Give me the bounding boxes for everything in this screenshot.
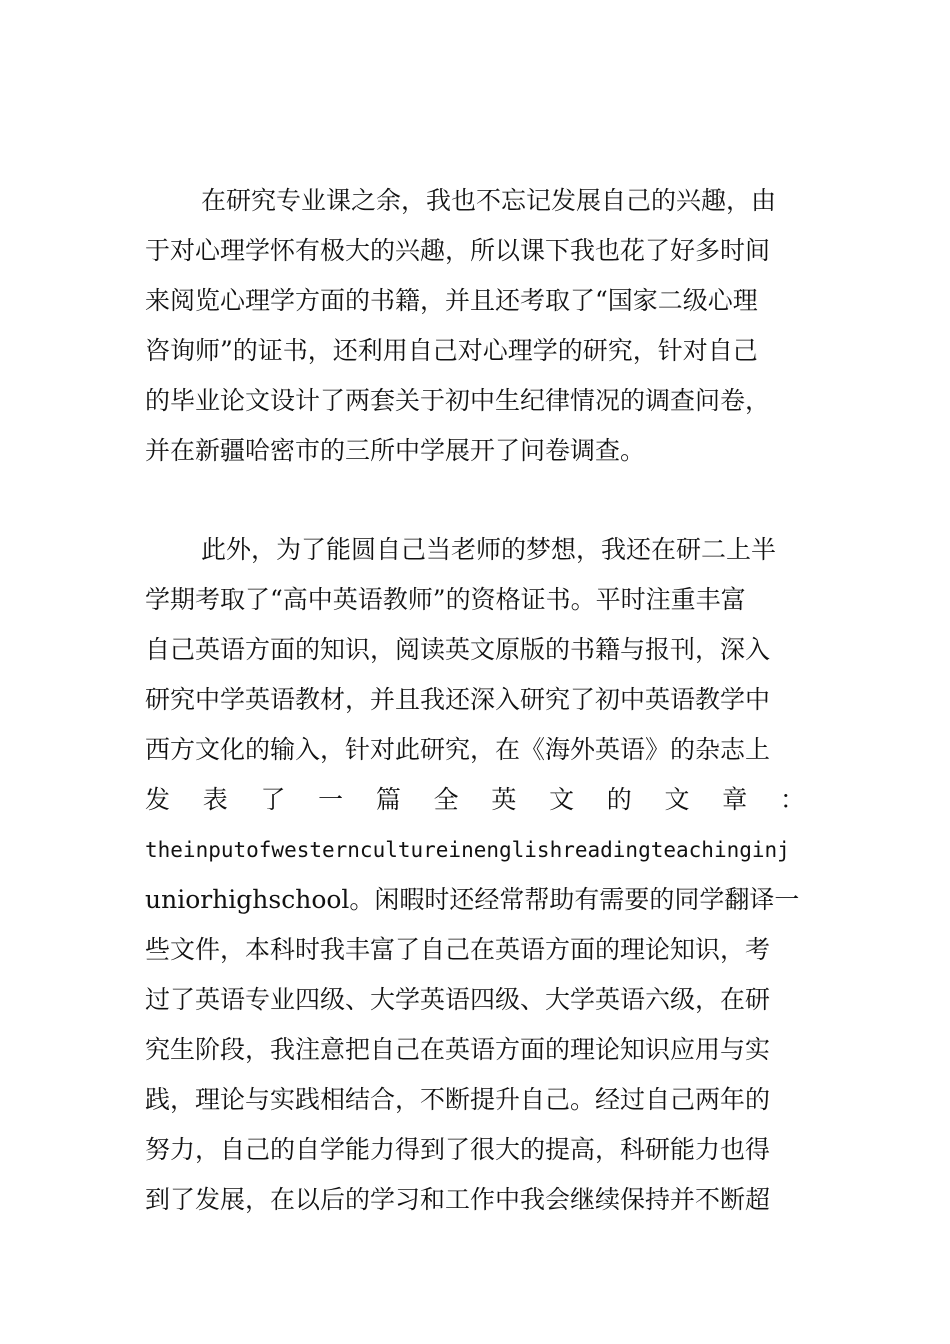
text-line: 西方文化的输入，针对此研究，在《海外英语》的杂志上 <box>145 735 771 764</box>
text-line: 此外，为了能圆自己当老师的梦想，我还在研二上半 <box>201 535 777 564</box>
text-line: 于对心理学怀有极大的兴趣，所以课下我也花了好多时间 <box>145 236 771 265</box>
text-line-justified: 发表了一篇全英文的文章： <box>145 785 805 814</box>
paragraph-psychology-interest <box>145 176 805 476</box>
text-line: 努力，自己的自学能力得到了很大的提高，科研能力也得 <box>145 1135 771 1164</box>
text-line: 践，理论与实践相结合，不断提升自己。经过自己两年的 <box>145 1085 771 1114</box>
text-line: 自己英语方面的知识，阅读英文原版的书籍与报刊，深入 <box>145 635 771 664</box>
text-line: 些文件，本科时我丰富了自己在英语方面的理论知识，考 <box>145 935 771 964</box>
text-line: 究生阶段，我注意把自己在英语方面的理论知识应用与实 <box>145 1035 771 1064</box>
text-line: uniorhighschool。闲暇时还经常帮助有需要的同学翻译一 <box>145 885 800 914</box>
text-line: 并在新疆哈密市的三所中学展开了问卷调查。 <box>145 436 646 465</box>
text-line: 过了英语专业四级、大学英语四级、大学英语六级，在研 <box>145 985 771 1014</box>
text-line: 在研究专业课之余，我也不忘记发展自己的兴趣，由 <box>201 186 777 215</box>
text-line: 学期考取了“高中英语教师”的资格证书。平时注重丰富 <box>145 585 746 614</box>
text-line: 的毕业论文设计了两套关于初中生纪律情况的调查问卷， <box>145 386 771 415</box>
text-line: 研究中学英语教材，并且我还深入研究了初中英语教学中 <box>145 685 771 714</box>
paragraph-english-teaching <box>145 525 805 1225</box>
text-line: 到了发展，在以后的学习和工作中我会继续保持并不断超 <box>145 1185 771 1214</box>
text-line-english-title: theinputofwesterncultureinenglishreadingteachinginj <box>145 838 790 862</box>
text-line: 来阅览心理学方面的书籍，并且还考取了“国家二级心理 <box>145 286 758 315</box>
text-line: 咨询师”的证书，还利用自己对心理学的研究，针对自己 <box>145 336 758 365</box>
